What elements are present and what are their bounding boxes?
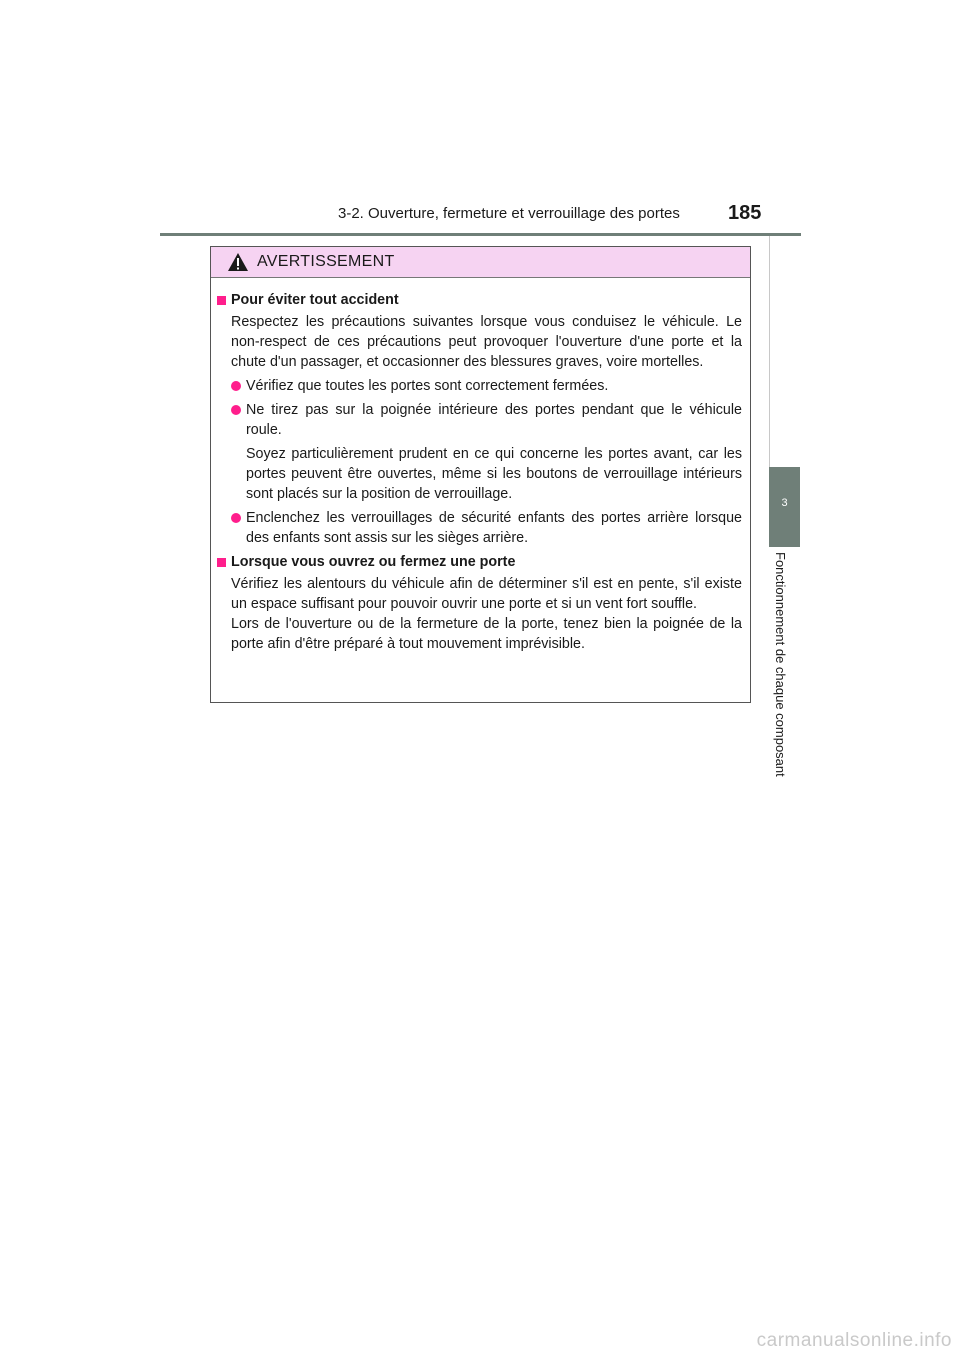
page-header-title: 3-2. Ouverture, fermeture et verrouillage des portes [338, 205, 680, 222]
section-heading-text: Pour éviter tout accident [231, 292, 399, 308]
section-intro: Respectez les précautions suivantes lorsque vous conduisez le véhicule. Le non-respect de ces précautions peut provoquer l'ouverture d'une porte et la chute d'un passager, et occasionner des blessures graves, voire mortelles. [231, 314, 742, 370]
section-heading [217, 290, 742, 310]
header-rule [160, 233, 801, 236]
warning-header [211, 247, 750, 278]
section-heading-text: Lorsque vous ouvrez ou fermez une porte [231, 554, 516, 570]
side-rule [769, 236, 800, 467]
chapter-label: Fonctionnement de chaque composant [773, 552, 788, 777]
warning-box [210, 246, 751, 703]
bullet-item [231, 400, 742, 440]
circle-bullet-icon [231, 405, 241, 415]
section-paragraph: Vérifiez les alentours du véhicule afin de déterminer s'il est en pente, s'il existe un espace suffisant pour pouvoir ouvrir une porte et si un vent fort souffle. [231, 576, 742, 612]
circle-bullet-icon [231, 381, 241, 391]
watermark: carmanualsonline.info [756, 1330, 952, 1351]
warning-title: AVERTISSEMENT [257, 253, 395, 270]
section-heading [217, 552, 742, 572]
circle-bullet-icon [231, 513, 241, 523]
bullet-item [231, 508, 742, 548]
warning-body [211, 278, 750, 654]
square-bullet-icon [217, 296, 226, 305]
chapter-tab [769, 467, 800, 547]
bullet-text: Ne tirez pas sur la poignée intérieure des portes pendant que le véhicule roule. [246, 402, 742, 438]
bullet-sub-paragraph: Soyez particulièrement prudent en ce qui concerne les portes avant, car les portes peuvent être ouvertes, même si les boutons de verrouillage intérieurs sont placés sur la position de verrouillage. [246, 446, 742, 502]
square-bullet-icon [217, 558, 226, 567]
page-number: 185 [728, 202, 762, 224]
chapter-number: 3 [781, 497, 788, 509]
bullet-text: Enclenchez les verrouillages de sécurité enfants des portes arrière lorsque des enfants sont assis sur les sièges arrière. [246, 510, 742, 546]
bullet-text: Vérifiez que toutes les portes sont correctement fermées. [246, 378, 609, 394]
warning-icon [227, 252, 249, 272]
bullet-item [231, 376, 742, 396]
section-paragraph: Lors de l'ouverture ou de la fermeture de la porte, tenez bien la poignée de la porte afin d'être préparé à tout mouvement imprévisible. [231, 616, 742, 652]
